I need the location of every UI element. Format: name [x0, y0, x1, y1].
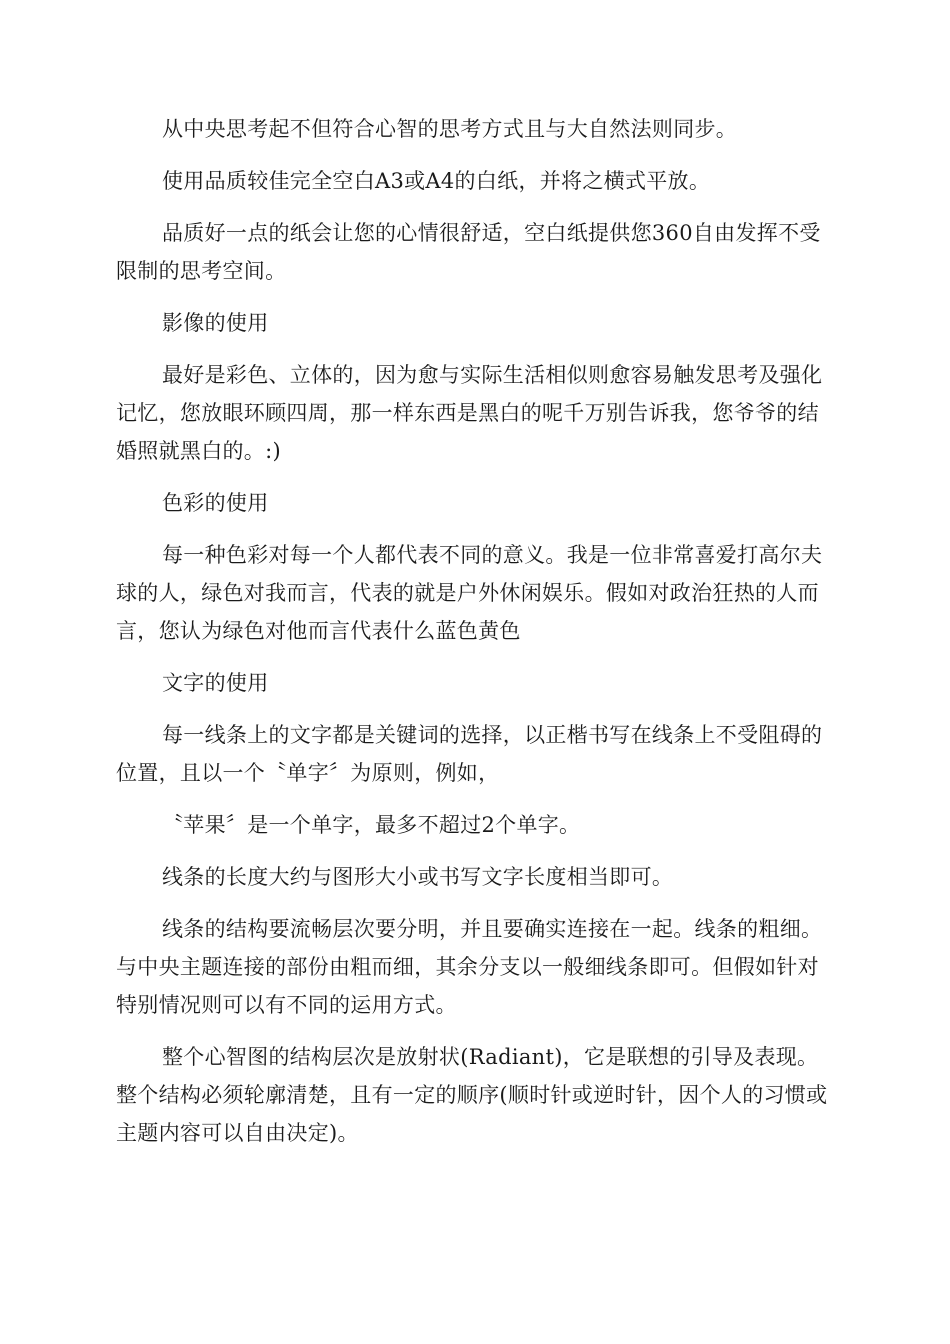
paragraph-9: 每一线条上的文字都是关键词的选择，以正楷书写在线条上不受阻碍的位置，且以一个〝单字〞为原则，例如， — [116, 723, 823, 785]
heading-color-usage: 色彩的使用 — [162, 491, 269, 515]
paragraph-3: 品质好一点的纸会让您的心情很舒适，空白纸提供您360自由发挥不受限制的思考空间。 — [116, 221, 821, 283]
paragraph-7: 每一种色彩对每一个人都代表不同的意义。我是一位非常喜爱打高尔夫球的人，绿色对我而言，代表的就是户外休闲娱乐。假如对政治狂热的人而言，您认为绿色对他而言代表什么蓝色黄色 — [116, 543, 823, 643]
paragraph-12: 线条的结构要流畅层次要分明，并且要确实连接在一起。线条的粗细。与中央主题连接的部份由粗而细，其余分支以一般细线条即可。但假如针对特别情况则可以有不同的运用方式。 — [116, 917, 823, 1017]
paragraph-5: 最好是彩色、立体的，因为愈与实际生活相似则愈容易触发思考及强化记忆，您放眼环顾四周，那一样东西是黑白的呢千万别告诉我，您爷爷的结婚照就黑白的。:) — [116, 363, 823, 463]
paragraph-1: 从中央思考起不但符合心智的思考方式且与大自然法则同步。 — [162, 117, 738, 141]
heading-text-usage: 文字的使用 — [162, 671, 269, 695]
paragraph-13: 整个心智图的结构层次是放射状(Radiant)，它是联想的引导及表现。整个结构必须轮廓清楚，且有一定的顺序(顺时针或逆时针，因个人的习惯或主题内容可以自由决定)。 — [116, 1045, 828, 1145]
heading-image-usage: 影像的使用 — [162, 311, 269, 335]
paragraph-10: 〝苹果〞是一个单字，最多不超过2个单字。 — [162, 813, 581, 837]
paragraph-2: 使用品质较佳完全空白A3或A4的白纸，并将之横式平放。 — [162, 169, 711, 193]
paragraph-11: 线条的长度大约与图形大小或书写文字长度相当即可。 — [162, 865, 674, 889]
document-body — [116, 110, 836, 1166]
